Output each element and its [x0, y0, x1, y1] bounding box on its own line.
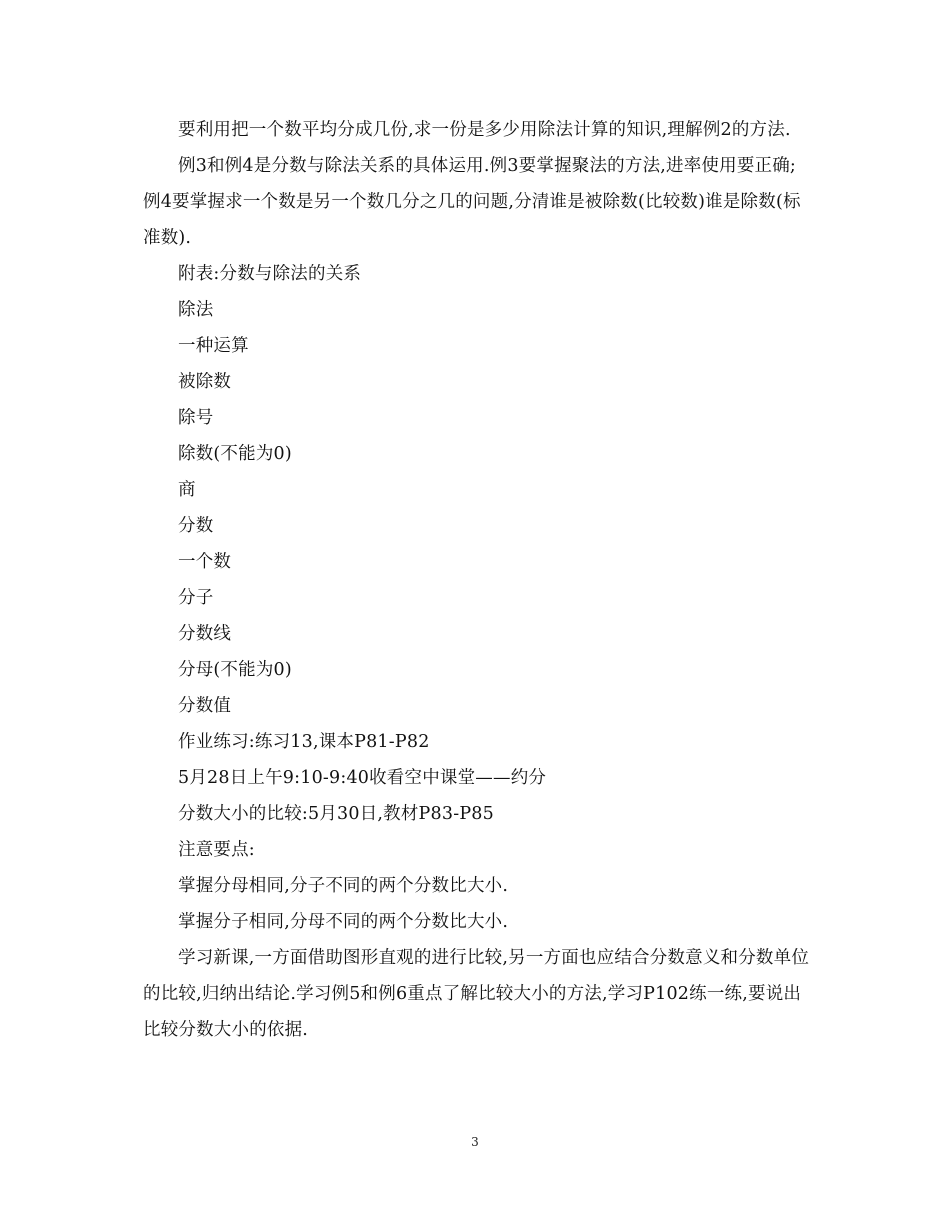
homework-line: 作业练习:练习13,课本P81-P82 — [178, 732, 430, 752]
list-item: 一种运算 — [178, 336, 249, 356]
list-item: 分子 — [178, 588, 214, 608]
paragraph-example3-4: 例3和例4是分数与除法关系的具体运用.例3要掌握聚法的方法,进率使用要正确;例4要掌握求一个数是另一个数几分之几的问题,分清谁是被除数(比较数)谁是除数(标准数). — [143, 156, 801, 248]
list-item: 商 — [178, 480, 196, 500]
notes-heading: 注意要点: — [178, 840, 255, 860]
paragraph-new-lesson: 学习新课,一方面借助图形直观的进行比较,另一方面也应结合分数意义和分数单位的比较,归纳出结论.学习例5和例6重点了解比较大小的方法,学习P102练一练,要说出比较分数大小的依据. — [143, 948, 810, 1040]
note-item: 掌握分母相同,分子不同的两个分数比大小. — [178, 876, 509, 896]
list-item: 分数 — [178, 516, 214, 536]
note-item: 掌握分子相同,分母不同的两个分数比大小. — [178, 912, 509, 932]
list-item: 除法 — [178, 300, 214, 320]
list-item: 被除数 — [178, 372, 232, 392]
appendix-table-title: 附表:分数与除法的关系 — [178, 264, 362, 284]
page-number: 3 — [471, 1135, 479, 1149]
list-item: 分母(不能为0) — [178, 660, 292, 680]
list-item: 一个数 — [178, 552, 232, 572]
document-body — [143, 112, 811, 1048]
schedule-line: 5月28日上午9:10-9:40收看空中课堂——约分 — [178, 768, 547, 788]
list-item: 分数线 — [178, 624, 232, 644]
lesson-line: 分数大小的比较:5月30日,教材P83-P85 — [178, 804, 494, 824]
list-item: 分数值 — [178, 696, 232, 716]
list-item: 除号 — [178, 408, 214, 428]
list-item: 除数(不能为0) — [178, 444, 292, 464]
paragraph-example2-method: 要利用把一个数平均分成几份,求一份是多少用除法计算的知识,理解例2的方法. — [178, 120, 791, 140]
